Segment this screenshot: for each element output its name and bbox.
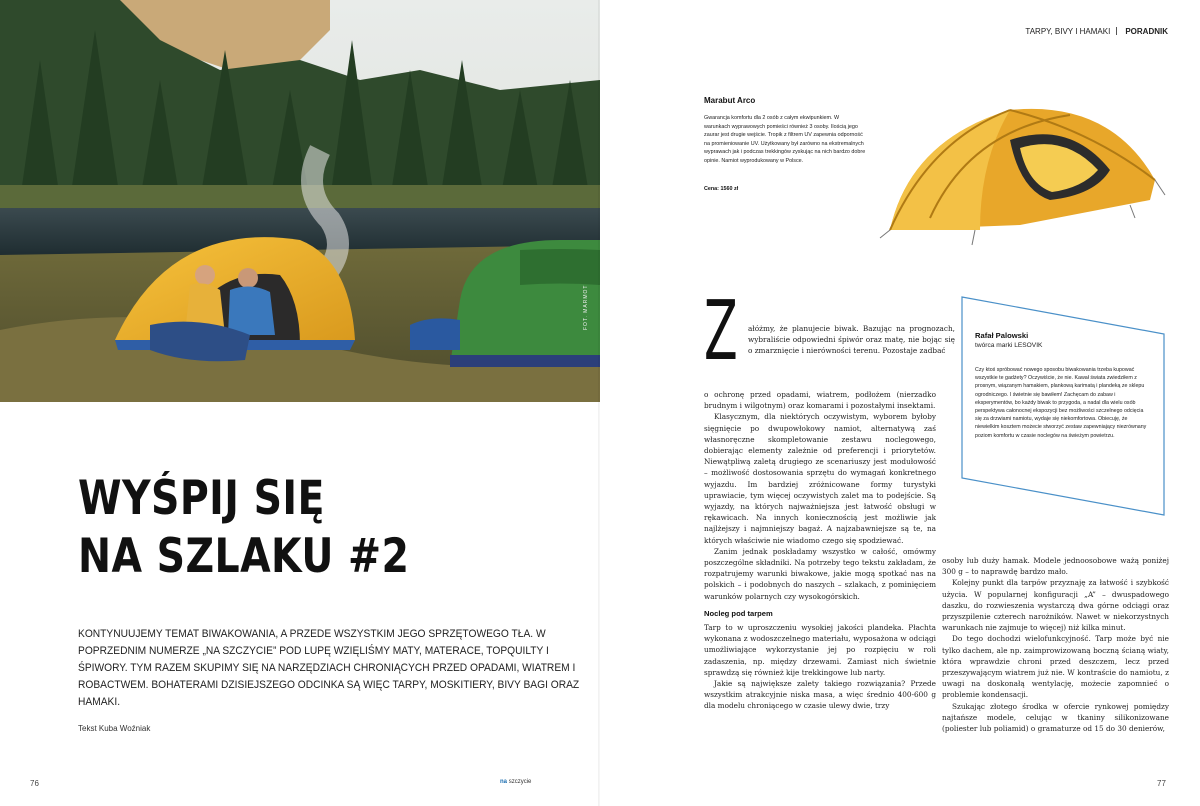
running-header	[1025, 27, 1168, 36]
paragraph: Szukając złotego środka w ofercie rynkowej pomiędzy najtańsze modele, celując w tkaniny silikonizowane (poliester lub poliamid) o gramaturze od 15 do 30 denierów,	[942, 701, 1169, 734]
article-column-1	[704, 389, 936, 712]
product-price: Cena: 1560 zł	[704, 186, 739, 192]
paragraph: osoby lub duży hamak. Modele jednoosobowe ważą poniżej 300 g – to naprawdę bardzo mało.	[942, 556, 1169, 577]
quote-author: Rafał Palowski	[975, 331, 1029, 340]
title-line-2: NA SZLAKU #2	[78, 529, 410, 584]
header-divider	[1116, 27, 1117, 35]
paragraph: Do tego dochodzi wielofunkcyjność. Tarp może być nie tylko dachem, ale np. zaimprowizowaną boczną ścianą wiaty, która wprawdzie chroni przed deszczem, lecz przed przeszywającym wiatrem już nie. W kontraście do namiotu, z uwagi na doskonałą wentylację, możecie zapomnieć o problemie kondensacji.	[942, 634, 1169, 700]
magazine-logo	[500, 779, 531, 785]
product-description: Gwarancja komfortu dla 2 osób z całym ekwipunkiem. W warunkach wyprawowych pomieści również 3 osoby. Ilością jego zaurar jest drugie wejście. Tropik z filtrem UV zapewnia odporność na promieniowanie UV. Użytkowany był zarówno na ekstremalnych wyprawach jak i podczas trekkingów zyskując na nich bardzo dobre opinie. Namiot wyprodukowany w Polsce.	[704, 115, 866, 164]
paragraph: Jakie są największe zalety takiego rozwiązania? Przede wszystkim atrakcyjnie niska masa, a więc średnio 400-600 g dla modelu chroniącego w czasie ulewy dwie, trzy	[704, 679, 936, 711]
logo-word: szczycie	[508, 779, 532, 785]
title-line-1: WYŚPIJ SIĘ	[78, 471, 325, 526]
paragraph: Klasycznym, dla niektórych oczywistym, wyborem byłoby sięgnięcie po dwupowłokowy namiot, alternatywą zaś własnoręczne skompletowanie zestawu noclegowego, dobierając elementy zależnie od preferencji i priorytetów. Niewątpliwą zaletą drugiego ze scenariuszy jest modułowość – możliwość dostosowania sprzętu do wymagań konkretnego wyjazdu. Im bardziej zróżnicowane formy turystyki uprawiacie, tym więcej oczywistych zalet ma to podejście. Są wyjazdy, na których najważniejsza jest łatwość obsługi w rękawicach. Na innych koniecznością jest możliwie jak najlżejszy i najmniejszy bagaż. A najzabawniejsze są te, na których właściwie nie wiadomo czego się spodziewać.	[704, 412, 936, 545]
article-title	[78, 470, 473, 586]
drop-cap: Z	[704, 284, 738, 379]
page-number-right: 77	[1157, 779, 1166, 788]
product-name: Marabut Arco	[704, 96, 756, 105]
lake-camp-illustration	[0, 0, 600, 402]
subheading: Nocleg pod tarpem	[704, 608, 773, 618]
marabut-arco-tent-image	[870, 100, 1170, 250]
intro-paragraph: o ochronę przed opadami, wiatrem, podłożem (nierzadko brudnym i wilgotnym) oraz komarami i pozostałymi insektami.	[704, 390, 936, 411]
article-column-2	[942, 555, 1169, 734]
paragraph: Kolejny punkt dla tarpów przyznaję za łatwość i szybkość użycia. W popularnej konfiguracji „A” – dwuspadowego daszku, do rozwieszenia wystarczą dwa górne odciągi oraz przyszpilenie czterech narożników. Nawet w niekorzystnych warunkach nie zajmuje to więcej) niż kilka minut.	[942, 578, 1169, 633]
byline: Tekst Kuba Woźniak	[78, 724, 151, 733]
logo-prefix: na	[500, 779, 508, 785]
header-section: PORADNIK	[1125, 27, 1168, 36]
paragraph: Tarp to w uproszczeniu wysokiej jakości plandeka. Płachta wykonana z wodoszczelnego materiału, wyposażona w odciągi umożliwiające wykorzystanie jej po rozpięciu w roli zadaszenia, np. między drzewami. Zamiast nich świetnie sprawdzą się również kije trekkingowe lub narty.	[704, 623, 936, 677]
quote-text: Czy ktoś spróbować nowego sposobu biwakowania trzeba kupować wszystkie te gadżety? Oczywiście, że nie. Kawał świata zwiedziłem z prosnym, wiązanym hamakiem, plankową karimatą i plandeką ze sklepu ogrodniczego. I świetnie się bawiłem! Zachęcam do zabaw i eksperymentów, bo każdy biwak to przygoda, a nadal dla wielu osób perspektywa całonocnej ekspozycji bez możliwości szczelnego odcięcia się za drzwiami namiotu, wydaje się niekomfortowa. Obiecuję, że niewielkim kosztem możecie stworzyć zestaw zapewniający niezrównany poziom komfortu w czasie noclegów na świeżym powietrzu.	[975, 367, 1147, 439]
intro-first-text: ałóżmy, że planujecie biwak. Bazując na prognozach, wybraliście odpowiedni śpiwór oraz matę, nie bojąc się o zmarznięcie i nierówności terenu. Pozostaje zadbać	[748, 324, 955, 356]
article-intro-first	[748, 323, 955, 357]
article-lead: KONTYNUUJEMY TEMAT BIWAKOWANIA, A PRZEDE WSZYSTKIM JEGO SPRZĘTOWEGO TŁA. W POPRZEDNIM NUMERZE „NA SZCZYCIE” POD LUPĘ WZIĘLIŚMY MATY, MATERACE, TOPQUILTY I ŚPIWORY. TYM RAZEM SKUPIMY SIĘ NA NARZĘDZIACH CHRONIĄCYCH PRZED OPADAMI, WIATREM I ROBACTWEM. BOHATERAMI DZISIEJSZEGO ODCINKA SĄ WIĘC TARPY, MOSKITIERY, BIVY BAGI ORAZ HAMAKI.	[78, 628, 580, 708]
photo-credit: FOT. MARMOT	[583, 284, 589, 330]
header-topic: TARPY, BIVY I HAMAKI	[1025, 27, 1111, 36]
camping-photo	[0, 0, 600, 402]
page-number-left: 76	[30, 779, 39, 788]
paragraph: Zanim jednak poskładamy wszystko w całość, omówmy poszczególne składniki. Na potrzeby tego tekstu zakładam, że rozpatrujemy warunki biwakowe, jakie mogą spotkać nas na polskich – i podobnych do naszych – szlakach, z pominięciem warunków polarnych czy wysokogórskich.	[704, 546, 936, 601]
quote-author-role: twórca marki LESOVIK	[975, 342, 1043, 349]
